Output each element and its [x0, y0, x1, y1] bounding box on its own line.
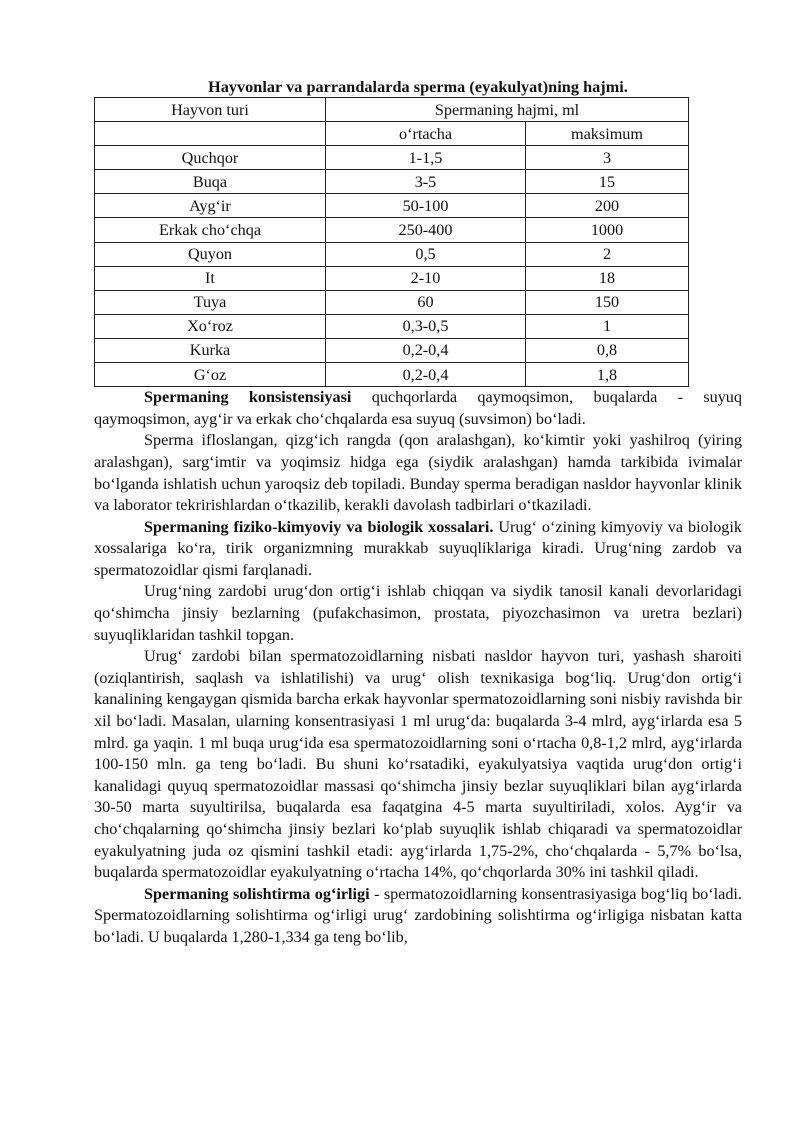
- cell-maximum: 15: [526, 170, 689, 194]
- sperm-volume-table: [94, 97, 689, 387]
- table-subheader-row: [95, 122, 689, 146]
- table-row: [95, 146, 689, 170]
- paragraph: [94, 646, 742, 884]
- table-row: [95, 242, 689, 266]
- table-row: [95, 314, 689, 338]
- cell-animal: Tuya: [95, 290, 326, 314]
- table-header-row: [95, 98, 689, 122]
- cell-maximum: 2: [526, 242, 689, 266]
- cell-average: 2-10: [326, 266, 526, 290]
- column-header-volume: Spermaning hajmi, ml: [326, 98, 689, 122]
- cell-animal: Xo‘roz: [95, 314, 326, 338]
- paragraph-text: quchqorlarda qaymoqsimon, buqalarda - suyuq qaymoqsimon, ayg‘ir va erkak cho‘chqalarda esa suyuq (suvsimon) bo‘ladi.: [94, 388, 742, 428]
- paragraph-text: Urug‘ning zardobi urug‘don ortig‘i ishlab chiqqan va siydik tanosil kanali devorlaridagi qo‘shimcha jinsiy bezlarning (pufakchasimon, prostata, piyozchasimon va uretra bezlari) suyuqliklaridan tashkil topgan.: [94, 582, 742, 644]
- paragraph: [94, 430, 742, 516]
- cell-maximum: 3: [526, 146, 689, 170]
- cell-maximum: 18: [526, 266, 689, 290]
- table-row: [95, 363, 689, 387]
- paragraph-heading: Spermaning konsistensiyasi: [144, 388, 352, 407]
- cell-maximum: 1000: [526, 218, 689, 242]
- table-row: [95, 290, 689, 314]
- paragraph-text: - spermatozoidlarning konsentrasiyasiga bog‘liq bo‘ladi. Spermatozoidlarning solishtirma og‘irligi urug‘ zardobining solishtirma og‘irligiga nisbatan katta bo‘ladi. U buqalarda 1,280-1,334 ga teng bo‘lib,: [94, 884, 742, 946]
- cell-average: 0,3-0,5: [326, 314, 526, 338]
- paragraph-text: Sperma ifloslangan, qizg‘ich rangda (qon aralashgan), ko‘kimtir yoki yashilroq (yiring aralashgan), sarg‘imtir va yoqimsiz hidga ega (siydik aralashgan) hamda tarkibida ivimalar bo‘lganda ishlatish uchun yaroqsiz deb topiladi. Bunday sperma beradigan nasldor hayvonlar klinik va laborator tekririshlardan o‘tkazilib, kerakli davolash tadbirlari o‘tkaziladi.: [94, 431, 742, 515]
- paragraph: [94, 884, 742, 949]
- cell-average: 250-400: [326, 218, 526, 242]
- cell-animal: Ayg‘ir: [95, 194, 326, 218]
- cell-average: 0,5: [326, 242, 526, 266]
- cell-animal: G‘oz: [95, 363, 326, 387]
- cell-maximum: 1,8: [526, 363, 689, 387]
- column-header-animal: Hayvon turi: [95, 98, 326, 122]
- cell-maximum: 150: [526, 290, 689, 314]
- paragraph-text: Urug‘ o‘zining kimyoviy va biologik xossalariga ko‘ra, tirik organizmning murakkab suyuqliklariga kiradi. Urug‘ning zardob va spermatozoidlar qismi farqlanadi.: [94, 517, 742, 579]
- cell-average: 1-1,5: [326, 146, 526, 170]
- table-title: Hayvonlar va parrandalarda sperma (eyakulyat)ning hajmi.: [208, 78, 628, 96]
- cell-average: 0,2-0,4: [326, 363, 526, 387]
- cell-animal: Quchqor: [95, 146, 326, 170]
- cell-maximum: 1: [526, 314, 689, 338]
- paragraph-heading: Spermaning solishtirma og‘irligi: [144, 884, 370, 903]
- paragraph-text: Urug‘ zardobi bilan spermatozoidlarning nisbati nasldor hayvon turi, yashash sharoiti (oziqlantirish, saqlash va ishlatilishi) va urug‘ olish texnikasiga bog‘liq. Urug‘don ortig‘i kanalining kengaygan qismida barcha erkak hayvonlar spermatozoidlarning soni nisbiy ravishda bir xil bo‘ladi. Masalan, ularning konsentrasiyasi 1 ml urug‘da: buqalarda 3-4 mlrd, ayg‘irlarda esa 5 mlrd. ga yaqin. 1 ml buqa urug‘ida esa spermatozoidlarning soni o‘rtacha 0,8-1,2 mlrd, ayg‘irlarda 100-150 mln. ga teng bo‘ladi. Bu shuni ko‘rsatadiki, eyakulyatsiya vaqtida urug‘don ortig‘i kanalidagi quyuq spermatozoidlar massasi qo‘shimcha jinsiy bezlar suyuqliklari bilan ayg‘irlarda 30-50 marta suyultirilsa, buqalarda esa faqatgina 4-5 marta suyultiriladi, xolos. Ayg‘ir va cho‘chqalarning qo‘shimcha jinsiy bezlari ko‘plab suyuqlik ishlab chiqaradi va spermatozoidlar eyakulyatning juda oz qismini tashkil etadi: ayg‘irlarda 1,75-2%, cho‘chqalarda - 5,7% bo‘lsa, buqalarda spermatozoidlar eyakulyatning o‘rtacha 14%, qo‘chqorlarda 30% ini tashkil qiladi.: [94, 647, 742, 882]
- table-row: [95, 170, 689, 194]
- cell-average: 0,2-0,4: [326, 338, 526, 362]
- cell-average: 60: [326, 290, 526, 314]
- cell-maximum: 0,8: [526, 338, 689, 362]
- paragraph: [94, 387, 742, 430]
- paragraph-heading: Spermaning fiziko-kimyoviy va biologik xossalari.: [144, 517, 494, 536]
- cell-animal: Quyon: [95, 242, 326, 266]
- paragraph: [94, 517, 742, 582]
- table-row: [95, 218, 689, 242]
- empty-header-cell: [95, 122, 326, 146]
- table-row: [95, 194, 689, 218]
- cell-maximum: 200: [526, 194, 689, 218]
- paragraph: [94, 581, 742, 646]
- body-text: [94, 387, 742, 948]
- table-row: [95, 266, 689, 290]
- cell-animal: It: [95, 266, 326, 290]
- cell-animal: Kurka: [95, 338, 326, 362]
- cell-average: 3-5: [326, 170, 526, 194]
- cell-animal: Buqa: [95, 170, 326, 194]
- table-row: [95, 338, 689, 362]
- column-header-maximum: maksimum: [526, 122, 689, 146]
- cell-animal: Erkak cho‘chqa: [95, 218, 326, 242]
- document-page: [94, 77, 742, 949]
- cell-average: 50-100: [326, 194, 526, 218]
- column-header-average: o‘rtacha: [326, 122, 526, 146]
